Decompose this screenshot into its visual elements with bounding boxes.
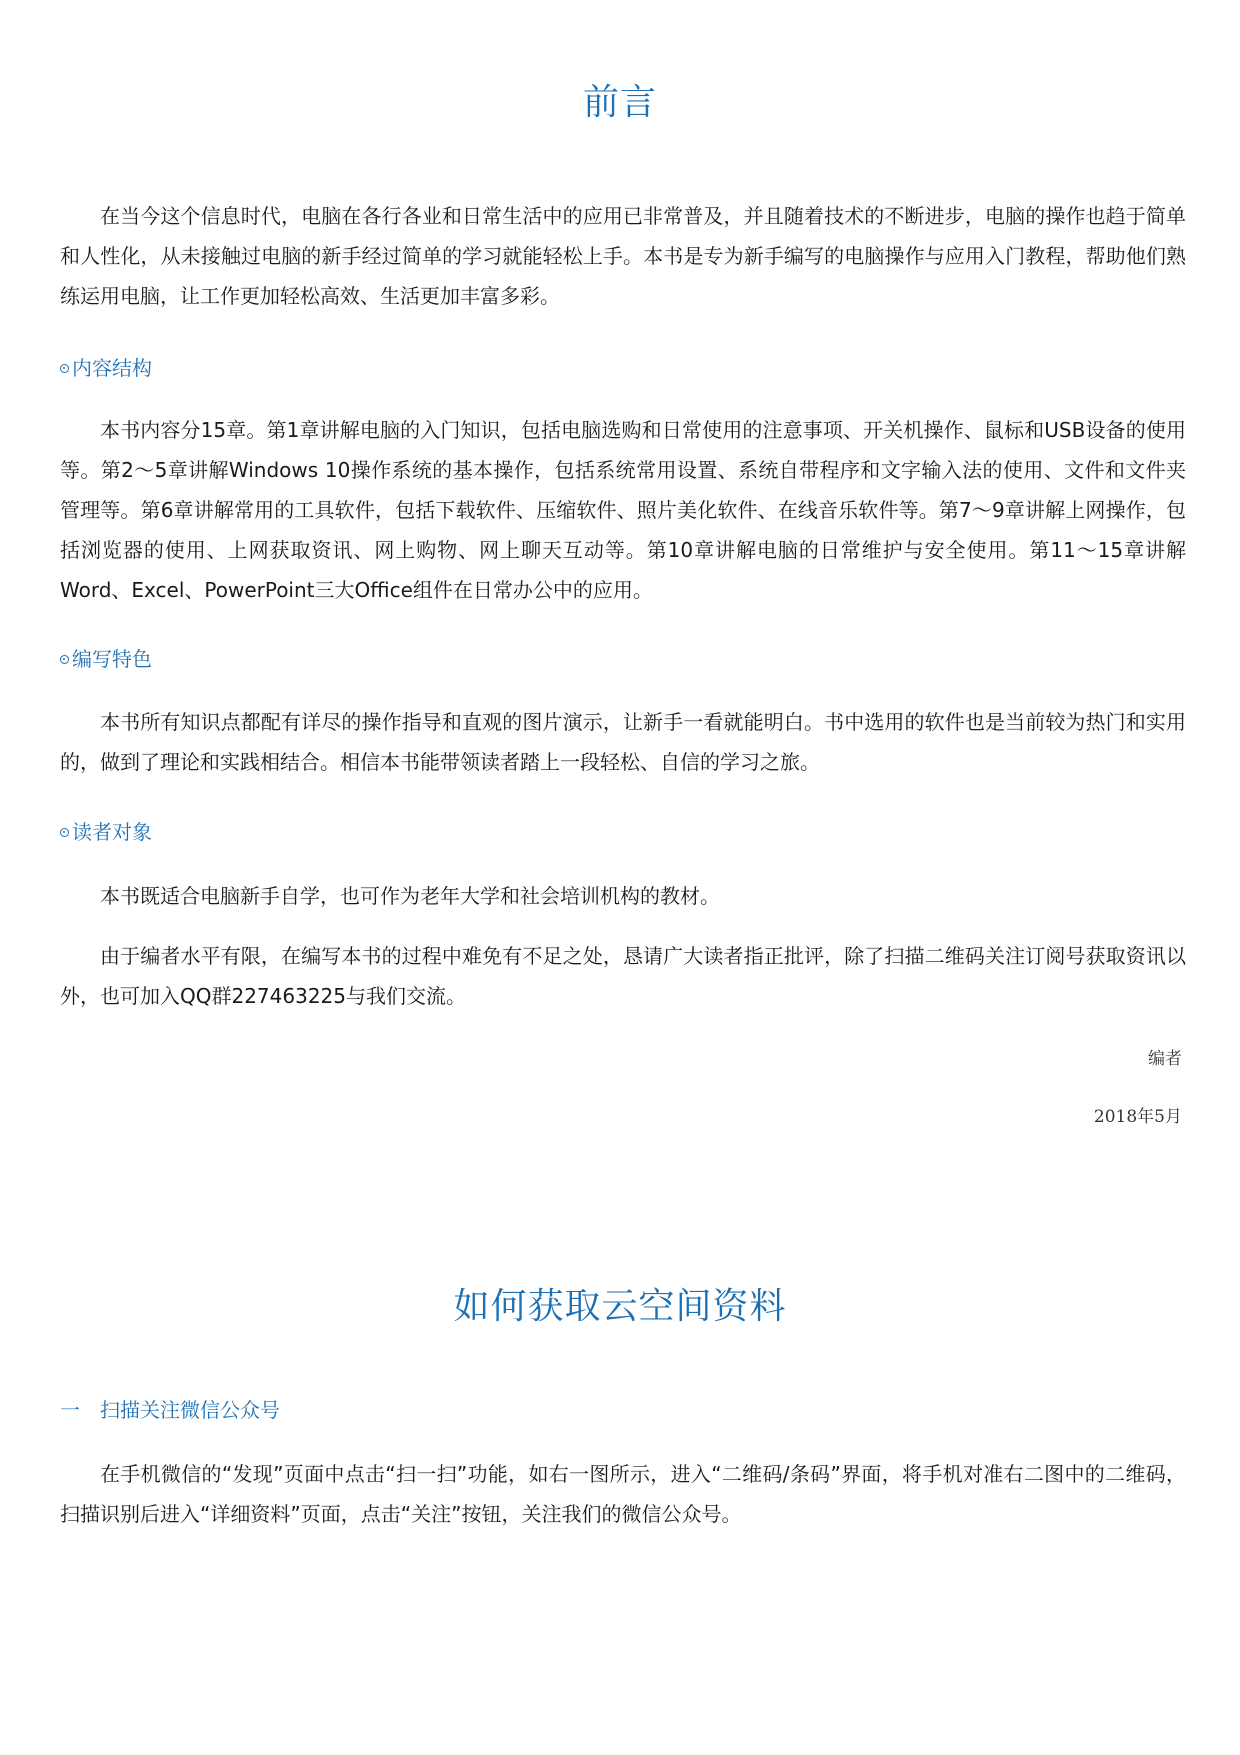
author-signature: 编者 [1148, 1049, 1182, 1069]
preface-date: 2018年5月 [1093, 1107, 1182, 1127]
section-heading-writing-features [60, 645, 152, 673]
cloud-resources-title: 如何获取云空间资料 [453, 1286, 787, 1327]
bullseye-icon [60, 655, 69, 664]
writing-features-paragraph: 本书所有知识点都配有详尽的操作指导和直观的图片演示，让新手一看就能明白。书中选用的软件也是当前较为热门和实用的，做到了理论和实践相结合。相信本书能带领读者踏上一段轻松、自信的学习之旅。 [60, 710, 1186, 774]
section-heading-label: 编写特色 [72, 647, 152, 671]
follow-wechat-paragraph: 在手机微信的“发现”页面中点击“扫一扫”功能，如右一图所示，进入“二维码/条码”界面，将手机对准右二图中的二维码，扫描识别后进入“详细资料”页面，点击“关注”按钮，关注我们的微信公众号。 [60, 1462, 1186, 1526]
preface-intro-paragraph: 在当今这个信息时代，电脑在各行各业和日常生活中的应用已非常普及，并且随着技术的不断进步，电脑的操作也趋于简单和人性化，从未接触过电脑的新手经过简单的学习就能轻松上手。本书是专为新手编写的电脑操作与应用入门教程，帮助他们熟练运用电脑，让工作更加轻松高效、生活更加丰富多彩。 [60, 204, 1186, 308]
closing-paragraph: 由于编者水平有限，在编写本书的过程中难免有不足之处，恳请广大读者指正批评，除了扫描二维码关注订阅号获取资讯以外，也可加入QQ群227463225与我们交流。 [60, 944, 1186, 1008]
step-number: 一 [60, 1398, 80, 1422]
bullseye-icon [60, 828, 69, 837]
step-heading-follow-wechat [60, 1396, 280, 1424]
section-heading-label: 读者对象 [72, 820, 152, 844]
step-heading-label: 扫描关注微信公众号 [100, 1398, 280, 1422]
section-heading-target-readers [60, 818, 152, 846]
section-heading-label: 内容结构 [72, 356, 152, 380]
section-heading-content-structure [60, 354, 152, 382]
bullseye-icon [60, 364, 69, 373]
preface-title: 前言 [582, 82, 657, 123]
target-readers-paragraph: 本书既适合电脑新手自学，也可作为老年大学和社会培训机构的教材。 [100, 884, 720, 908]
content-structure-paragraph: 本书内容分15章。第1章讲解电脑的入门知识，包括电脑选购和日常使用的注意事项、开关机操作、鼠标和USB设备的使用等。第2～5章讲解Windows 10操作系统的基本操作，包括系统常用设置、系统自带程序和文字输入法的使用、文件和文件夹管理等。第6章讲解常用的工具软件，包括下载软件、压缩软件、照片美化软件、在线音乐软件等。第7～9章讲解上网操作，包括浏览器的使用、上网获取资讯、网上购物、网上聊天互动等。第10章讲解电脑的日常维护与安全使用。第11～15章讲解Word、Excel、PowerPoint三大Office组件在日常办公中的应用。 [60, 418, 1186, 602]
